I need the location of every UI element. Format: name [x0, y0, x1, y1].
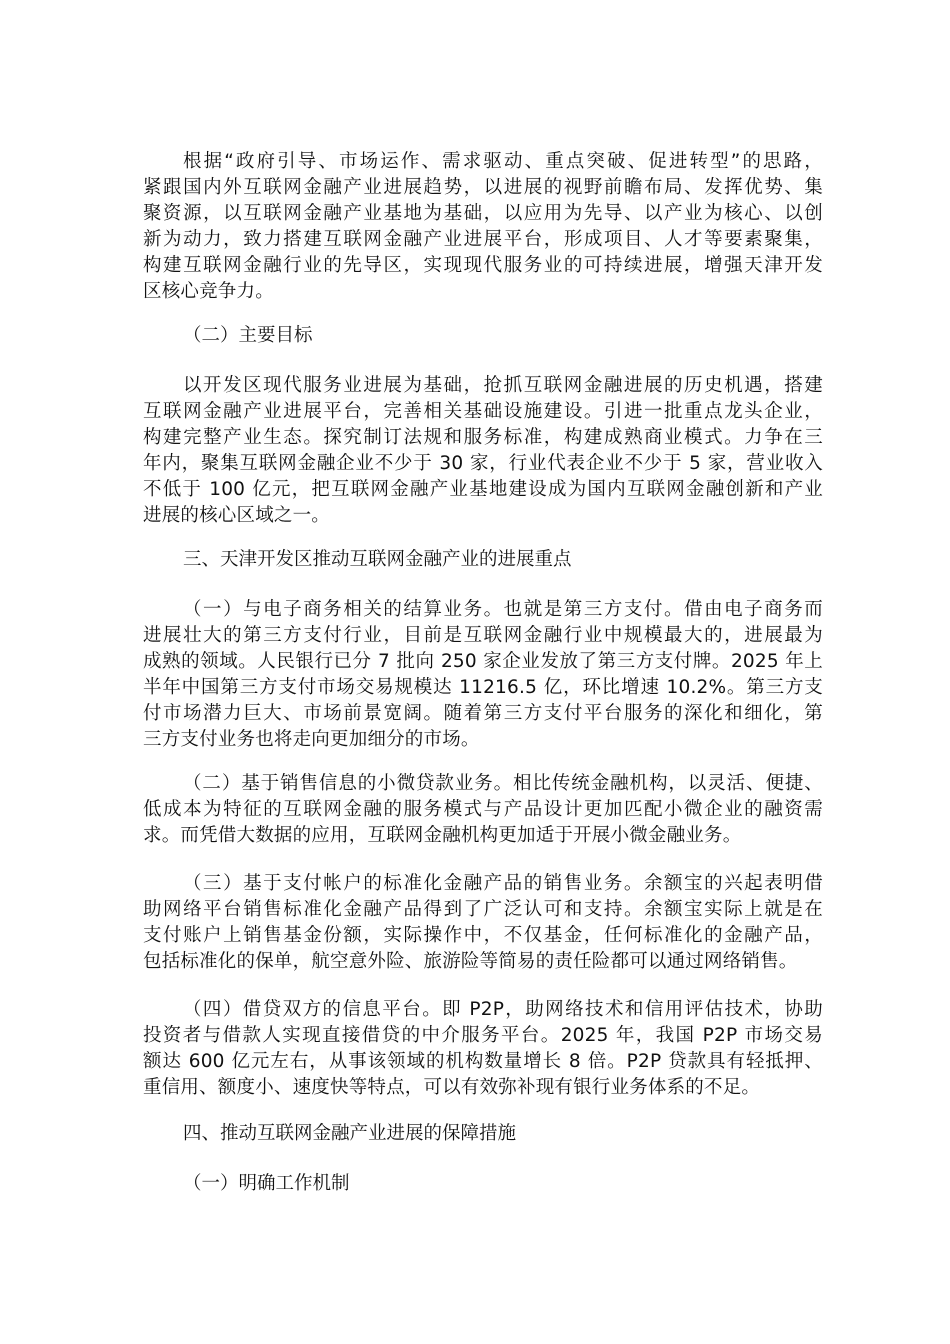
text-line: 新为动力，致力搭建互联网金融产业进展平台，形成项目、人才等要素聚集， — [143, 229, 823, 250]
paragraph-micro-loans — [143, 771, 823, 849]
text-line: 支付账户上销售基金份额，实际操作中，不仅基金，任何标准化的金融产品， — [143, 925, 823, 946]
text-line: 进展壮大的第三方支付行业，目前是互联网金融行业中规模最大的，进展最为 — [143, 625, 823, 646]
text-line: 求。而凭借大数据的应用，互联网金融机构更加适于开展小微金融业务。 — [143, 825, 742, 846]
text-line: 根据“政府引导、市场运作、需求驱动、重点突破、促进转型”的思路， — [183, 151, 823, 172]
text-line: 助网络平台销售标准化金融产品得到了广泛认可和支持。余额宝实际上就是在 — [143, 899, 823, 920]
text-line: 进展的核心区域之一。 — [143, 505, 331, 526]
text-line: 重信用、额度小、速度快等特点，可以有效弥补现有银行业务体系的不足。 — [143, 1077, 761, 1098]
paragraph-third-party-payment — [143, 597, 823, 753]
text-line: 互联网金融产业进展平台，完善相关基础设施建设。引进一批重点龙头企业， — [143, 401, 823, 422]
text-line: 成熟的领域。人民银行已分 7 批向 250 家企业发放了第三方支付牌。2025 年上 — [143, 651, 823, 672]
text-line: 以开发区现代服务业进展为基础，抢抓互联网金融进展的历史机遇，搭建 — [183, 375, 823, 396]
text-line: （三）基于支付帐户的标准化金融产品的销售业务。余额宝的兴起表明借 — [183, 873, 823, 894]
paragraph-p2p-platform — [143, 997, 823, 1101]
text-line: 区核心竞争力。 — [143, 281, 274, 302]
section-heading-work-mechanism: （一）明确工作机制 — [183, 1173, 350, 1194]
text-line: （一）与电子商务相关的结算业务。也就是第三方支付。借由电子商务而 — [183, 599, 823, 620]
paragraph-guiding-idea — [143, 149, 823, 305]
text-line: （四）借贷双方的信息平台。即 P2P，助网络技术和信用评估技术，协助 — [183, 999, 823, 1020]
text-line: 额达 600 亿元左右，从事该领域的机构数量增长 8 倍。P2P 贷款具有轻抵押、 — [143, 1051, 823, 1072]
text-line: 半年中国第三方支付市场交易规模达 11216.5 亿，环比增速 10.2%。第三方支 — [143, 677, 823, 698]
text-line: 付市场潜力巨大、市场前景宽阔。随着第三方支付平台服务的深化和细化，第 — [143, 703, 823, 724]
paragraph-main-goals — [143, 373, 823, 529]
text-line: 年内，聚集互联网金融企业不少于 30 家，行业代表企业不少于 5 家，营业收入 — [143, 453, 823, 474]
text-line: （二）基于销售信息的小微贷款业务。相比传统金融机构，以灵活、便捷、 — [183, 773, 823, 794]
text-line: 三方支付业务也将走向更加细分的市场。 — [143, 729, 480, 750]
text-line: 聚资源，以互联网金融产业基地为基础，以应用为先导、以产业为核心、以创 — [143, 203, 823, 224]
section-heading-main-goals: （二）主要目标 — [183, 325, 313, 346]
text-line: 低成本为特征的互联网金融的服务模式与产品设计更加匹配小微企业的融资需 — [143, 799, 823, 820]
text-line: 包括标准化的保单，航空意外险、旅游险等简易的责任险都可以通过网络销售。 — [143, 951, 798, 972]
section-heading-development-focus: 三、天津开发区推动互联网金融产业的进展重点 — [183, 549, 572, 570]
text-line: 紧跟国内外互联网金融产业进展趋势，以进展的视野前瞻布局、发挥优势、集 — [143, 177, 823, 198]
text-line: 构建完整产业生态。探究制订法规和服务标准，构建成熟商业模式。力争在三 — [143, 427, 823, 448]
section-heading-safeguards: 四、推动互联网金融产业进展的保障措施 — [183, 1123, 517, 1144]
text-line: 构建互联网金融行业的先导区，实现现代服务业的可持续进展，增强天津开发 — [143, 255, 823, 276]
text-line: 不低于 100 亿元，把互联网金融产业基地建设成为国内互联网金融创新和产业 — [143, 479, 823, 500]
text-line: 投资者与借款人实现直接借贷的中介服务平台。2025 年，我国 P2P 市场交易 — [143, 1025, 823, 1046]
paragraph-standardized-products — [143, 871, 823, 975]
